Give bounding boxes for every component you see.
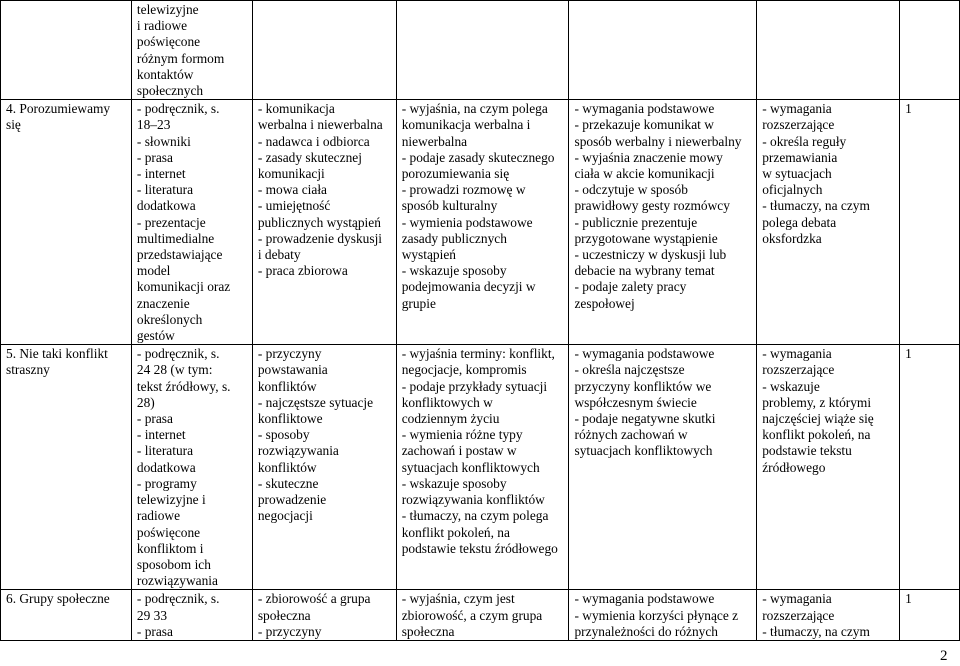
materials-cell: - podręcznik, s. 18–23 - słowniki - prasa - internet - literatura dodatkowa - prezentacje multimedialne przedstawiające model komunikacji oraz znaczenie określonych gestów — [131, 100, 252, 345]
content-cell: - komunikacja werbalna i niewerbalna - nadawca i odbiorca - zasady skutecznej komunikacji - mowa ciała - umiejętność publicznych wystąpień - prowadzenie dyskusji i debaty - praca zbiorowa — [252, 100, 396, 345]
topic-cell: 6. Grupy społeczne — [1, 590, 132, 641]
materials-cell: - podręcznik, s. 24 28 (w tym: tekst źródłowy, s. 28) - prasa - internet - literatura dodatkowa - programy telewizyjne i radiowe poświęcone konfliktom i sposobom ich rozwiązywania — [131, 345, 252, 590]
basic-cell — [396, 1, 569, 100]
hours-cell: 1 — [900, 590, 960, 641]
extended-requirements-cell — [757, 1, 900, 100]
table-row — [1, 590, 960, 641]
content-cell: - zbiorowość a grupa społeczna - przyczyny — [252, 590, 396, 641]
basic-cell: - wyjaśnia, na czym polega komunikacja werbalna i niewerbalna - podaje zasady skutecznego porozumiewania się - prowadzi rozmowę w sposób kulturalny - wymienia podstawowe zasady publicznych wystąpień - wskazuje sposoby podejmowania decyzji w grupie — [396, 100, 569, 345]
hours-cell: 1 — [900, 100, 960, 345]
basic-requirements-cell: - wymagania podstawowe - określa najczęstsze przyczyny konfliktów we współczesnym świecie - podaje negatywne skutki różnych zachowań w sytuacjach konfliktowych — [569, 345, 757, 590]
extended-requirements-cell: - wymagania rozszerzające - wskazuje problemy, z którymi najczęściej wiąże się konflikt pokoleń, na podstawie tekstu źródłowego — [757, 345, 900, 590]
basic-cell: - wyjaśnia terminy: konflikt, negocjacje, kompromis - podaje przykłady sytuacji konfliktowych w codziennym życiu - wymienia różne typy zachowań i postaw w sytuacjach konfliktowych - wskazuje sposoby rozwiązywania konfliktów - tłumaczy, na czym polega konflikt pokoleń, na podstawie tekstu źródłowego — [396, 345, 569, 590]
topic-cell — [1, 1, 132, 100]
table-row — [1, 345, 960, 590]
basic-requirements-cell — [569, 1, 757, 100]
basic-requirements-cell: - wymagania podstawowe - wymienia korzyści płynące z przynależności do różnych — [569, 590, 757, 641]
topic-cell: 4. Porozumiewamy się — [1, 100, 132, 345]
content-cell: - przyczyny powstawania konfliktów - najczęstsze sytuacje konfliktowe - sposoby rozwiązywania konfliktów - skuteczne prowadzenie negocjacji — [252, 345, 396, 590]
topic-cell: 5. Nie taki konflikt straszny — [1, 345, 132, 590]
hours-cell: 1 — [900, 345, 960, 590]
basic-requirements-cell: - wymagania podstawowe - przekazuje komunikat w sposób werbalny i niewerbalny - wyjaśnia znaczenie mowy ciała w akcie komunikacji - odczytuje w sposób prawidłowy gesty rozmówcy - publicznie prezentuje przygotowane wystąpienie - uczestniczy w dyskusji lub debacie na wybrany temat - podaje zalety pracy zespołowej — [569, 100, 757, 345]
content-cell — [252, 1, 396, 100]
table-row — [1, 100, 960, 345]
materials-cell: - podręcznik, s. 29 33 - prasa — [131, 590, 252, 641]
hours-cell — [900, 1, 960, 100]
table-row — [1, 1, 960, 100]
extended-requirements-cell: - wymagania rozszerzające - tłumaczy, na czym — [757, 590, 900, 641]
page-number: 2 — [940, 648, 948, 664]
basic-cell: - wyjaśnia, czym jest zbiorowość, a czym grupa społeczna — [396, 590, 569, 641]
extended-requirements-cell: - wymagania rozszerzające - określa reguły przemawiania w sytuacjach oficjalnych - tłumaczy, na czym polega debata oksfordzka — [757, 100, 900, 345]
materials-cell: telewizyjne i radiowe poświęcone różnym formom kontaktów społecznych — [131, 1, 252, 100]
